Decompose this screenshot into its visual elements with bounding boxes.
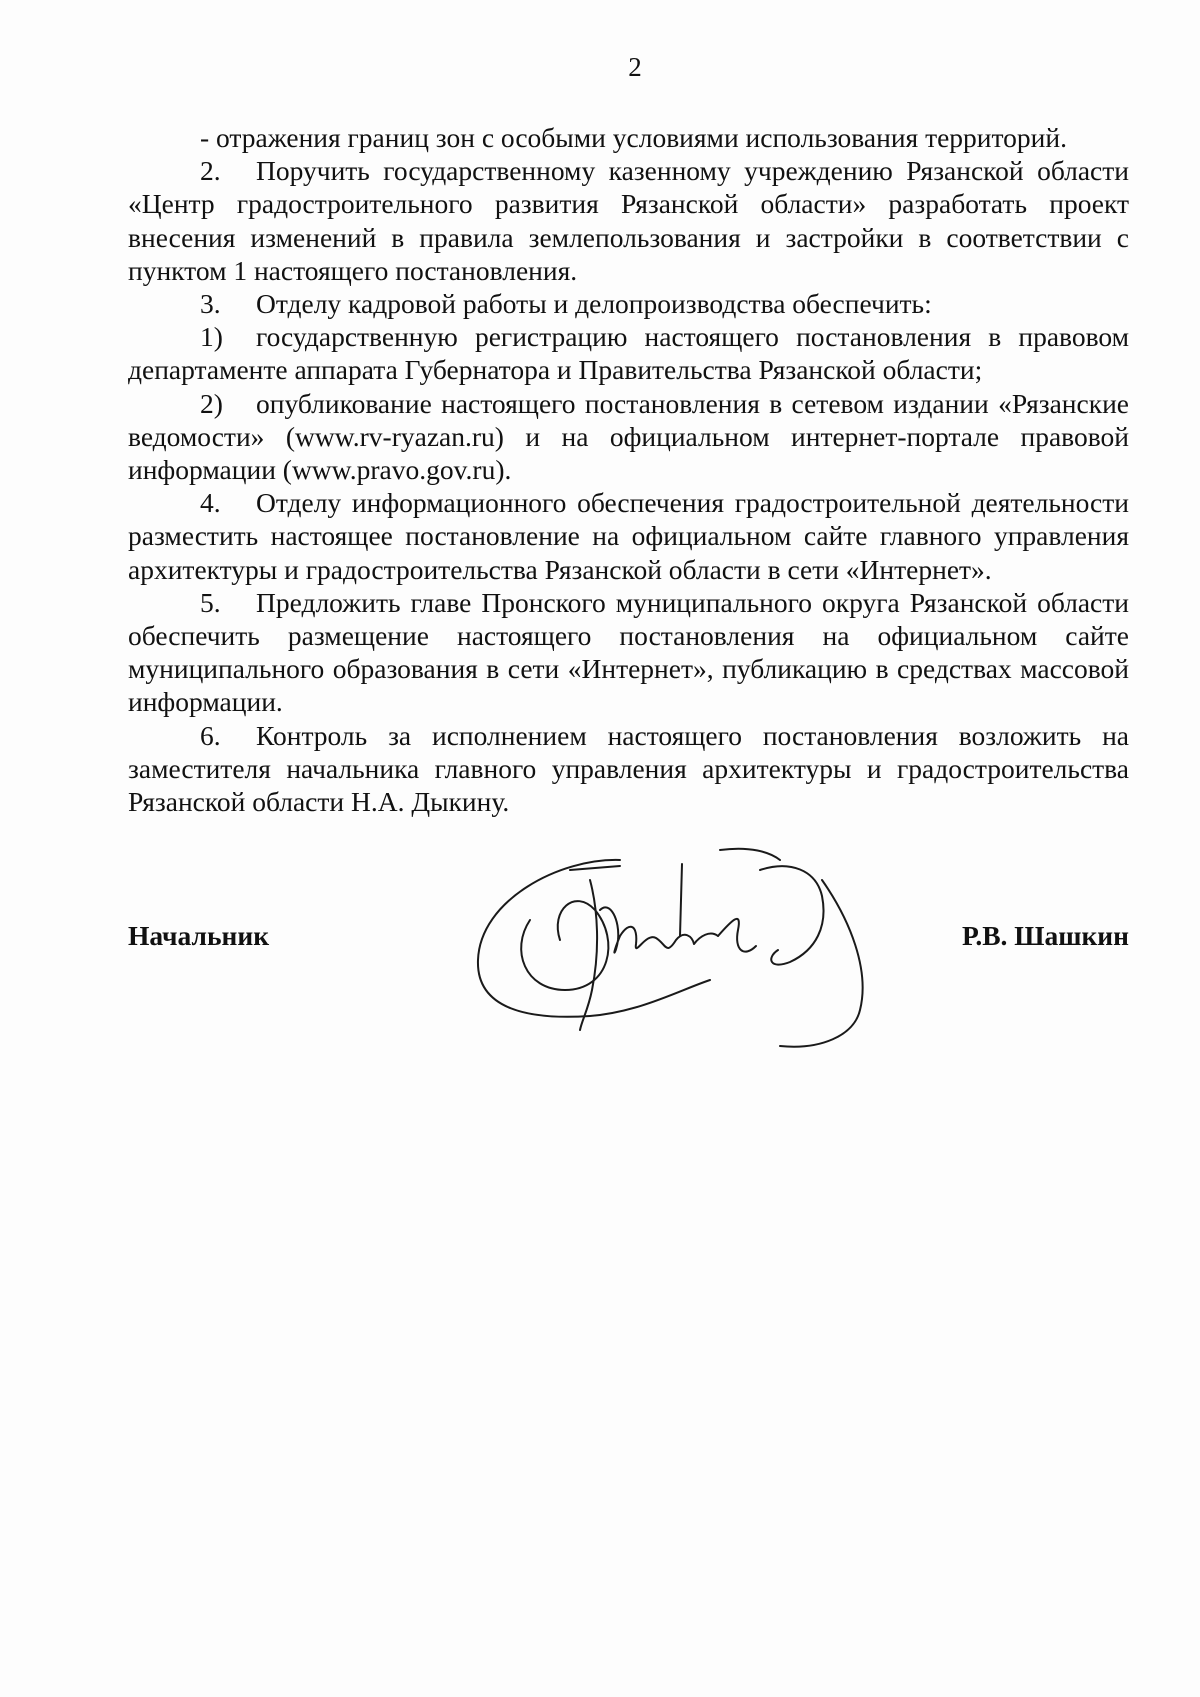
paragraph-3 [128, 287, 1129, 320]
subparagraph-3-1 [128, 320, 1129, 386]
paragraph-2 [128, 154, 1129, 287]
paragraph-text: Предложить главе Пронского муниципального округа Рязанской области обеспечить размещение настоящего постановления на официальном сайте муниципального образования в сети «Интернет», публикацию в средствах массовой информации. [128, 586, 1129, 718]
paragraph-text: опубликование настоящего постановления в сетевом издании «Рязанские ведомости» (www.rv-ryazan.ru) и на официальном интернет-портале правовой информации (www.pravo.gov.ru). [128, 387, 1129, 486]
document-body [128, 121, 1129, 818]
paragraph-number: 1) [200, 321, 223, 353]
signer-name: Р.В. Шашкин [961, 920, 1129, 951]
paragraph-number: 2) [200, 387, 223, 419]
paragraph-text: Поручить государственному казенному учреждению Рязанской области «Центр градостроительного развития Рязанской области» разработать проект внесения изменений в правила землепользования и застройки в соответствии с пунктом 1 настоящего постановления. [128, 155, 1129, 286]
signer-position: Начальник [128, 920, 270, 951]
paragraph-text: государственную регистрацию настоящего постановления в правовом департаменте аппарата Губернатора и Правительства Рязанской области; [128, 321, 1129, 386]
paragraph-number: 5. [200, 586, 221, 618]
subparagraph-3-2 [128, 387, 1129, 487]
handwritten-signature [470, 840, 910, 1070]
paragraph-text: - отражения границ зон с особыми условиями использования территорий. [200, 122, 1067, 153]
paragraph-5 [128, 586, 1129, 719]
paragraph-text: Отделу кадровой работы и делопроизводства обеспечить: [256, 288, 932, 320]
paragraph-number: 6. [200, 719, 221, 751]
paragraph-number: 2. [200, 155, 221, 187]
paragraph-6 [128, 719, 1129, 819]
paragraph-number: 4. [200, 487, 221, 519]
paragraph-text: Контроль за исполнением настоящего постановления возложить на заместителя начальника главного управления архитектуры и градостроительства Рязанской области Н.А. Дыкину. [128, 719, 1129, 818]
paragraph-4 [128, 486, 1129, 586]
paragraph-text: Отделу информационного обеспечения градостроительной деятельности разместить настоящее постановление на официальном сайте главного управления архитектуры и градостроительства Рязанской области в сети «Интернет». [128, 487, 1129, 585]
page-number: 2 [628, 52, 642, 82]
paragraph-1-continuation [128, 121, 1129, 154]
paragraph-number: 3. [200, 288, 221, 320]
